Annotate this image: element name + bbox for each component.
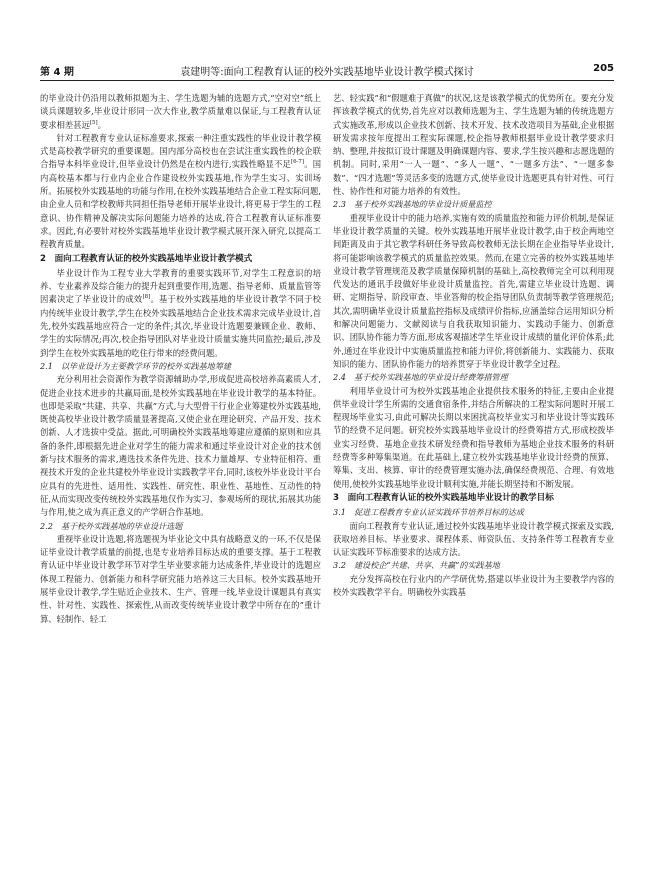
paragraph-text: 2.1 以毕业设计为主要教学环节的校外实践基地筹建: [40, 360, 231, 371]
subsection-heading: [333, 198, 614, 211]
running-header: [40, 61, 614, 79]
paragraph-text: 2.4 基于校外实践基地的毕业设计经费筹措管理: [333, 372, 508, 383]
paragraph-text-tail: 。国内高校基本都与行业内企业合作建设校外实践基地,作为学生实习、实训场所。拓展校外实践基地的功能与作用,在校外实践基地结合企业工程实际问题,由企业人员和学校教师共同担任指导老师开展毕业设计,将更易于学生的工程意识、协作精神及解决实际问题能力培养的达成,符合工程教育认证标准要求。因此,有必要针对校外实践基地毕业设计教学模式展开深入研究,以提高工程教育质量。: [40, 159, 321, 250]
subsection-heading: [40, 520, 321, 533]
paragraph-text: 面向工程教育专业认证,通过校外实践基地毕业设计教学模式探索及实践,获取培养目标、毕业要求、课程体系、师资队伍、支持条件等工程教育专业认证实践环节标准要求的达成方法。: [333, 520, 614, 558]
paragraph-text: 3.2 建设校企“共建、共享、共赢”的实践基地: [333, 560, 500, 571]
subsection-heading: [333, 371, 614, 384]
paragraph-text: 利用毕业设计可为校外实践基地企业提供技术服务的特征,主要由企业提供毕业设计学生所需的交通食宿条件,并结合所解决的工程实际问题时开展工程现场毕业实习,由此可解决长期以来困扰高校毕业实习和毕业设计等实践环节的经费不足问题。研究校外实践基地毕业设计的经费筹措方式,形成校拨毕业实习经费、基地企业技术研发经费和指导教师为基地企业技术服务的科研经费等多种筹集渠道。在此基础上,建立校外实践基地毕业设计经费的预算、筹集、支出、核算、审计的经费管理实施办法,确保经费规范、合理、有效地使用,使校外实践基地毕业设计顺利实施,并能长期坚持和不断发展。: [333, 385, 614, 489]
paragraph-text: 重视毕业设计中的能力培养,实施有效的质量监控和能力评价机制,是保证毕业设计教学质量的关键。校外实践基地开展毕业设计教学,由于校企两地空间距离及由于其它教学科研任务导致高校教师无法长期在企业指导毕业设计,将可能影响该教学模式的质量监控效果。然而,在建立完善的校外实践基地毕业设计教学管理规范及教学质量保障机制的基础上,高校教师完全可以利用现代发达的通讯手段做好毕业设计质量监控。首先,需建立毕业设计选题、调研、定期指导、阶段审查、毕业答辩的校企指导团队负责制等教学管理规范;其次,需明确毕业设计质量监控指标及成绩评价指标,应涵盖综合运用知识分析和解决问题能力、文献阅读与自我获取知识能力、实践动手能力、创新意识、团队协作能力等方面,形成客观描述学生毕业设计成绩的量化评价体系;此外,通过在毕业设计中实施质量监控和能力评价,将创新能力、实践能力、获取知识的能力、团队协作能力的培养贯穿于毕业设计教学全过程。: [333, 212, 614, 369]
page-number: 205: [593, 63, 614, 74]
subsection-heading: [40, 360, 321, 373]
body-paragraph: [40, 267, 321, 360]
body-paragraph: [333, 520, 614, 560]
paragraph-text: 充分发挥高校在行业内的产学研优势,搭建以毕业设计为主要教学内容的校外实践教学平台。明确校外实践基: [333, 573, 614, 597]
paragraph-text-tail: 。基于校外实践基地的毕业设计教学不同于校内传统毕业设计教学,学生在校外实践基地结合企业技术需求完成毕业设计,首先,校外实践基地应符合一定的条件;其次,毕业设计选题要兼顾企业、教师、学生的实际情况;再次,校企指导团队对毕业设计质量实施共同监控;最后,涉及到学生在校外实践基地的吃住行带来的经费问题。: [40, 294, 321, 358]
left-column: [40, 92, 321, 626]
paragraph-text-tail: 。: [97, 119, 106, 130]
body-paragraph: [333, 212, 614, 372]
issue-label: 第 4 期: [40, 67, 74, 78]
body-paragraph: [333, 573, 614, 600]
section-heading: [333, 492, 614, 505]
paragraph-text: 艺、轻实践”和“假题难于真做”的状况,这是该教学模式的优势所在。要充分发挥该教学模式的优势,首先应对以教师选题为主、学生选题为辅的传统选题方式实施改革,形成以企业技术创新、技术开发、技术改造项目为基础,企业根据研发需求按年度提出工程实际课题,校企指导教师根据毕业设计教学要求归纳、整理,并按拟订设计课题及明确课题内容、要求,学生按兴趣和志愿选题的机制。同时,采用“一人一题”、“多人一题”、“一题多方法”、“一题多参数”、“四才选题”等灵活多变的选题方式,使毕业设计选题更具有针对性、可行性、协作性和对能力培养的有效性。: [333, 93, 614, 197]
right-column: [333, 92, 614, 599]
body-paragraph: [40, 373, 321, 519]
paragraph-text: 重视毕业设计选题,将选题视为毕业论文中具有战略意义的一环,不仅是保证毕业设计教学质量的前提,也是专业培养目标达成的重要支撑。基于工程教育认证中毕业设计教学环节对学生毕业要求能力达成条件,毕业设计的选题应体现工程能力、创新能力和科学研究能力培养这三大目标。校外实践基地开展毕业设计教学,学生贴近企业技术、生产、管理一线,毕业设计课题具有真实性、针对性、实践性、探索性,从而改变传统毕业设计教学中所存在的“重计算、轻制作、轻工: [40, 533, 321, 624]
paragraph-text: 针对工程教育专业认证标准要求,探索一种注重实践性的毕业设计教学模式是高校教学研究的重要课题。国内部分高校也在尝试注重实践性的校企联合指导本科毕业设计,但毕业设计仍然是在校内进行,实践性略显不足: [40, 132, 321, 170]
paragraph-text: 充分利用社会资源作为教学资源辅助办学,形成促进高校培养高素质人才,促进企业技术进步的共赢局面,是校外实践基地在毕业设计教学的基本特征。也即是采取“共建、共享、共赢”方式,与大型骨干行业企业筹建校外实践基地,既使高校毕业设计教学质量显著提高,又使企业在理论研究、产品开发、技术创新、人才选拔中受益。据此,可明确校外实践基地筹建应遵循的原则和应具备的条件,即根据先进企业对学生的能力需求和通过毕业设计对企业的技术创新与技术服务的需求,遴选技术条件先进、技术力量雄厚、专业特征相符、重视技术开发的企业共建校外毕业设计实践教学平台,同时,该校外毕业设计平台应具有的先进性、适用性、实践性、研究性、职业性、基地性、互动性的特征,从而实现改变传统校外实践基地仅作为实习、参观场所的现状,拓展其功能与作用,使之成为真正意义的产学研合作基地。: [40, 374, 321, 518]
subsection-heading: [333, 559, 614, 572]
citation-ref: [5]: [89, 119, 98, 126]
body-paragraph: [40, 132, 321, 252]
section-heading: [40, 253, 321, 266]
subsection-heading: [333, 506, 614, 519]
body-paragraph: [333, 385, 614, 491]
paragraph-text: 3 面向工程教育认证的校外实践基地毕业设计的教学目标: [333, 492, 554, 503]
body-paragraph: [40, 92, 321, 132]
body-paragraph: [333, 92, 614, 198]
citation-ref: [6-7]: [290, 159, 305, 166]
header-divider: [40, 80, 614, 81]
paragraph-text: 的毕业设计仍沿用以教师拟题为主、学生选题为辅的选题方式,“空对空”纸上谈兵课题较多,毕业设计形同一次大作业,教学质量难以保证,与工程教育认证要求相差甚远: [40, 93, 321, 130]
paragraph-text: 2 面向工程教育认证的校外实践基地毕业设计教学模式: [40, 253, 253, 264]
paragraph-text: 2.3 基于校外实践基地的毕业设计质量监控: [333, 199, 492, 210]
body-paragraph: [40, 533, 321, 626]
paragraph-text: 3.1 促进工程教育专业认证实践环节培养目标的达成: [333, 507, 524, 518]
paragraph-text: 2.2 基于校外实践基地的毕业设计选题: [40, 520, 183, 531]
citation-ref: [8]: [142, 294, 151, 301]
paragraph-text: 毕业设计作为工程专业大学教育的重要实践环节,对学生工程意识的培养、专业素养及综合能力的提升起到重要作用,选题、指导老师、质量监管等因素决定了毕业设计的成效: [40, 267, 321, 305]
running-title: 袁建明等:面向工程教育认证的校外实践基地毕业设计教学模式探讨: [180, 67, 474, 78]
